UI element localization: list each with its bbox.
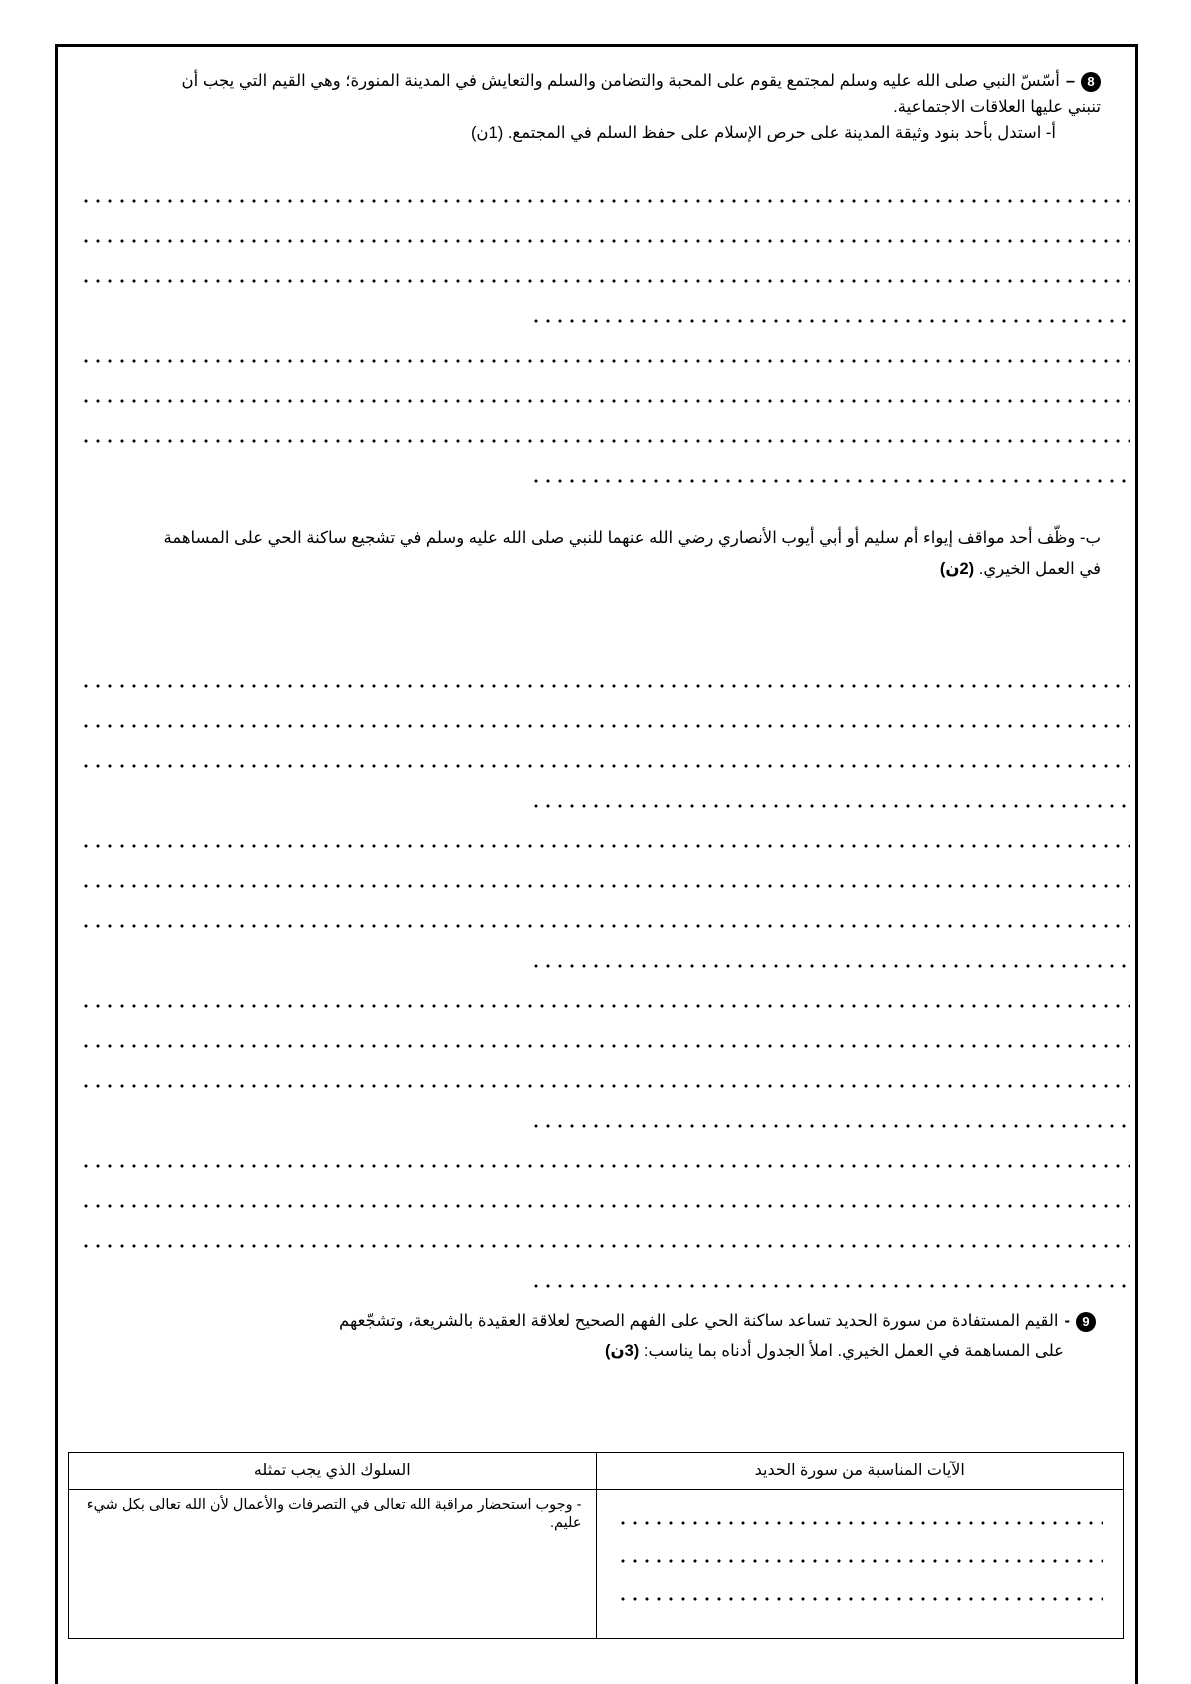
answer-line[interactable]	[530, 1123, 1130, 1129]
q8-dash: –	[1065, 72, 1075, 90]
table-cell-behavior	[69, 1490, 597, 1639]
answer-line[interactable]	[80, 1203, 1130, 1209]
q9-intro-line2	[605, 1340, 1064, 1362]
answer-line[interactable]	[617, 1596, 1104, 1602]
answer-line[interactable]	[530, 478, 1130, 484]
answer-line[interactable]	[530, 1283, 1130, 1289]
answer-line[interactable]	[80, 923, 1130, 929]
answer-line[interactable]	[80, 358, 1130, 364]
q8-part-b-line2	[940, 558, 1101, 580]
q8-intro-line2: تنبني عليها العلاقات الاجتماعية.	[893, 98, 1101, 116]
answer-line[interactable]	[80, 1243, 1130, 1249]
answer-line[interactable]	[80, 398, 1130, 404]
answer-line[interactable]	[530, 803, 1130, 809]
answer-line[interactable]	[80, 763, 1130, 769]
q9-intro-text2: على المساهمة في العمل الخيري. املأ الجدول أدناه بما يناسب:	[643, 1342, 1064, 1360]
answer-line[interactable]	[617, 1558, 1104, 1564]
answer-line[interactable]	[80, 1083, 1130, 1089]
answer-line[interactable]	[80, 1003, 1130, 1009]
answer-line[interactable]	[530, 963, 1130, 969]
q8-intro-line1	[182, 70, 1101, 92]
q8-part-b-text: في العمل الخيري.	[978, 560, 1101, 578]
answer-line[interactable]	[80, 238, 1130, 244]
q9-intro-text: القيم المستفادة من سورة الحديد تساعد ساكنة الحي على الفهم الصحيح لعلاقة العقيدة بالشريعة، وتشجّعهم	[339, 1312, 1059, 1330]
q8-intro-text: أسّسّ النبي صلى الله عليه وسلم لمجتمع يقوم على المحبة والتضامن والسلم والتعايش في المدينة المنورة؛ وهي القيم التي يجب أن	[181, 72, 1060, 90]
answer-line[interactable]	[80, 843, 1130, 849]
verses-answer-area[interactable]	[597, 1490, 1124, 1638]
answer-line[interactable]	[80, 1043, 1130, 1049]
answer-line[interactable]	[80, 723, 1130, 729]
q9-dash: -	[1064, 1312, 1070, 1330]
table-cell-verses[interactable]	[596, 1490, 1124, 1639]
answer-line[interactable]	[80, 438, 1130, 444]
answer-line[interactable]	[80, 883, 1130, 889]
q9-table	[68, 1452, 1124, 1639]
q8-part-b-line1: ب- وظّف أحد مواقف إيواء أم سليم أو أبي أيوب الأنصاري رضي الله عنهما للنبي صلى الله عليه وسلم في تشجيع ساكنة الحي على المساهمة	[163, 529, 1101, 547]
answer-line[interactable]	[80, 683, 1130, 689]
answer-line[interactable]	[80, 1163, 1130, 1169]
table-header-verses: الآيات المناسبة من سورة الحديد	[596, 1453, 1124, 1490]
answer-line[interactable]	[80, 278, 1130, 284]
table-header-behavior: السلوك الذي يجب تمثله	[69, 1453, 597, 1490]
answer-line[interactable]	[530, 318, 1130, 324]
q9-number-badge: 9	[1076, 1312, 1096, 1332]
q8-part-b-points: (2ن)	[939, 560, 975, 578]
behavior-text: - وجوب استحضار مراقبة الله تعالى في التصرفات والأعمال لأن الله تعالى بكل شيء عليم.	[86, 1497, 582, 1531]
q8-number-badge: 8	[1081, 72, 1101, 92]
q8-part-a: أ- استدل بأحد بنود وثيقة المدينة على حرص الإسلام على حفظ السلم في المجتمع. (1ن)	[470, 124, 1056, 142]
answer-line[interactable]	[80, 198, 1130, 204]
q9-points: (3ن)	[605, 1342, 640, 1360]
q9-intro-line1	[339, 1310, 1096, 1332]
answer-line[interactable]	[617, 1520, 1104, 1526]
